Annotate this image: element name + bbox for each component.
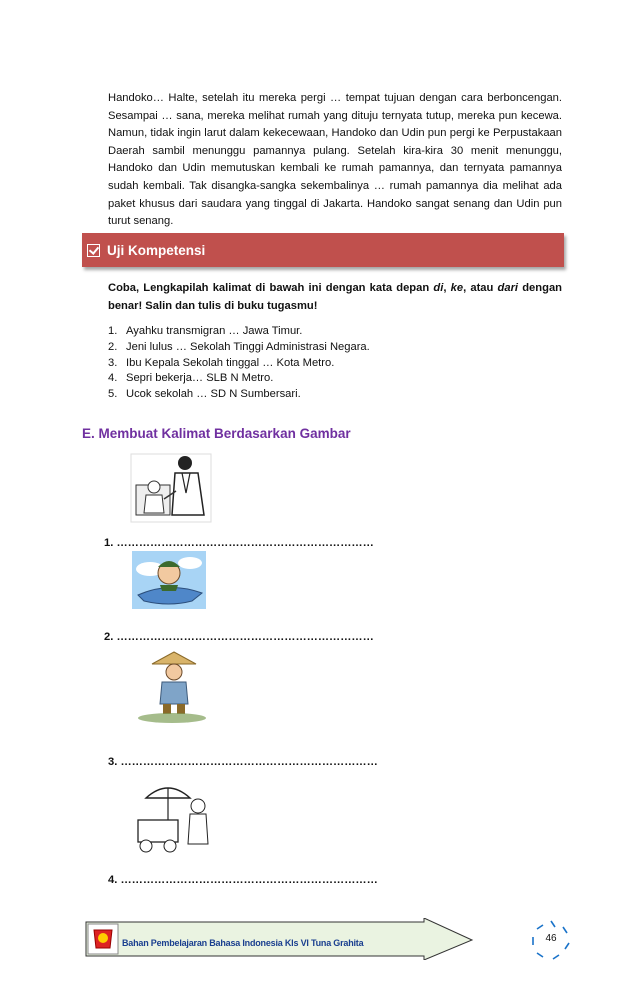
list-number: 3. [108, 356, 118, 369]
farmer-image [132, 650, 212, 724]
item-number: 3. [108, 756, 118, 768]
list-text: Sepri bekerja… SLB N Metro. [126, 372, 274, 385]
story-paragraph: Handoko… Halte, setelah itu mereka pergi … tempat tujuan dengan cara berboncengan. Sesampai … sana, mereka melihat rumah yang dituju ternyata tutup, mereka pun kecewa. Namun, tidak ingin larut dalam kekecewaan, Handoko dan Udin pun pergi ke Perpustakaan Daerah sambil menunggu pamannya pulang. Setelah kira-kira 30 menit menunggu, Handoko dan Udin memutuskan kembali ke rumah pamannya, dan ternyata pamannya sudah kembali. Tak disangka-sangka sekembalinya … rumah pamannya dia melihat ada paket khusus dari saudara yang tinggal di Jakarta. Handoko sangat senang dan Udin pun turut senang. [108, 92, 562, 228]
list-text: Ibu Kepala Sekolah tinggal … Kota Metro. [126, 356, 335, 369]
list-text: Jeni lulus … Sekolah Tinggi Administrasi Negara. [126, 340, 370, 353]
section-e-heading: E. Membuat Kalimat Berdasarkan Gambar [82, 426, 351, 441]
doctor-patient-image [130, 453, 212, 523]
list-item [108, 371, 370, 387]
picture-item-1 [104, 537, 374, 549]
list-item [108, 387, 370, 403]
instruction-sep: , atau [463, 282, 498, 294]
picture-item-4 [108, 874, 378, 886]
list-number: 2. [108, 340, 118, 353]
uji-kompetensi-bar [82, 233, 564, 267]
vendor-cart-image [132, 776, 218, 858]
item-number: 1. [104, 537, 114, 549]
list-item [108, 324, 370, 340]
word-ke: ke [450, 282, 464, 294]
list-item [108, 340, 370, 356]
answer-dots: …………………………………………………………… [116, 537, 374, 549]
instruction-part: Coba, Lengkapilah kalimat di bawah ini dengan kata depan [108, 282, 434, 294]
instruction-part: dengan benar! Salin dan tulis di buku tugasmu! [108, 282, 562, 312]
instruction-text [108, 280, 562, 315]
list-text: Ayahku transmigran … Jawa Timur. [126, 325, 303, 337]
pilot-airplane-image [132, 551, 206, 609]
word-dari: dari [497, 282, 519, 294]
list-item [108, 356, 370, 372]
page-number-badge [529, 919, 573, 961]
answer-dots: …………………………………………………………… [120, 756, 378, 768]
word-di: di [433, 282, 444, 294]
exercise-list [108, 324, 370, 403]
answer-dots: …………………………………………………………… [116, 631, 374, 643]
uji-kompetensi-title: Uji Kompetensi [107, 242, 206, 258]
answer-dots: …………………………………………………………… [120, 874, 378, 886]
picture-item-3 [108, 756, 378, 768]
instruction-sep: , [443, 282, 451, 294]
list-number: 5. [108, 388, 118, 401]
checkbox-icon [87, 244, 100, 257]
item-number: 4. [108, 874, 118, 886]
item-number: 2. [104, 631, 114, 643]
picture-item-2 [104, 631, 374, 643]
list-number: 1. [108, 325, 118, 337]
list-number: 4. [108, 372, 118, 385]
footer-text: Bahan Pembelajaran Bahasa Indonesia Kls VI Tuna Grahita [122, 938, 364, 948]
list-text: Ucok sekolah … SD N Sumbersari. [126, 388, 301, 401]
page-number: 46 [545, 933, 557, 944]
